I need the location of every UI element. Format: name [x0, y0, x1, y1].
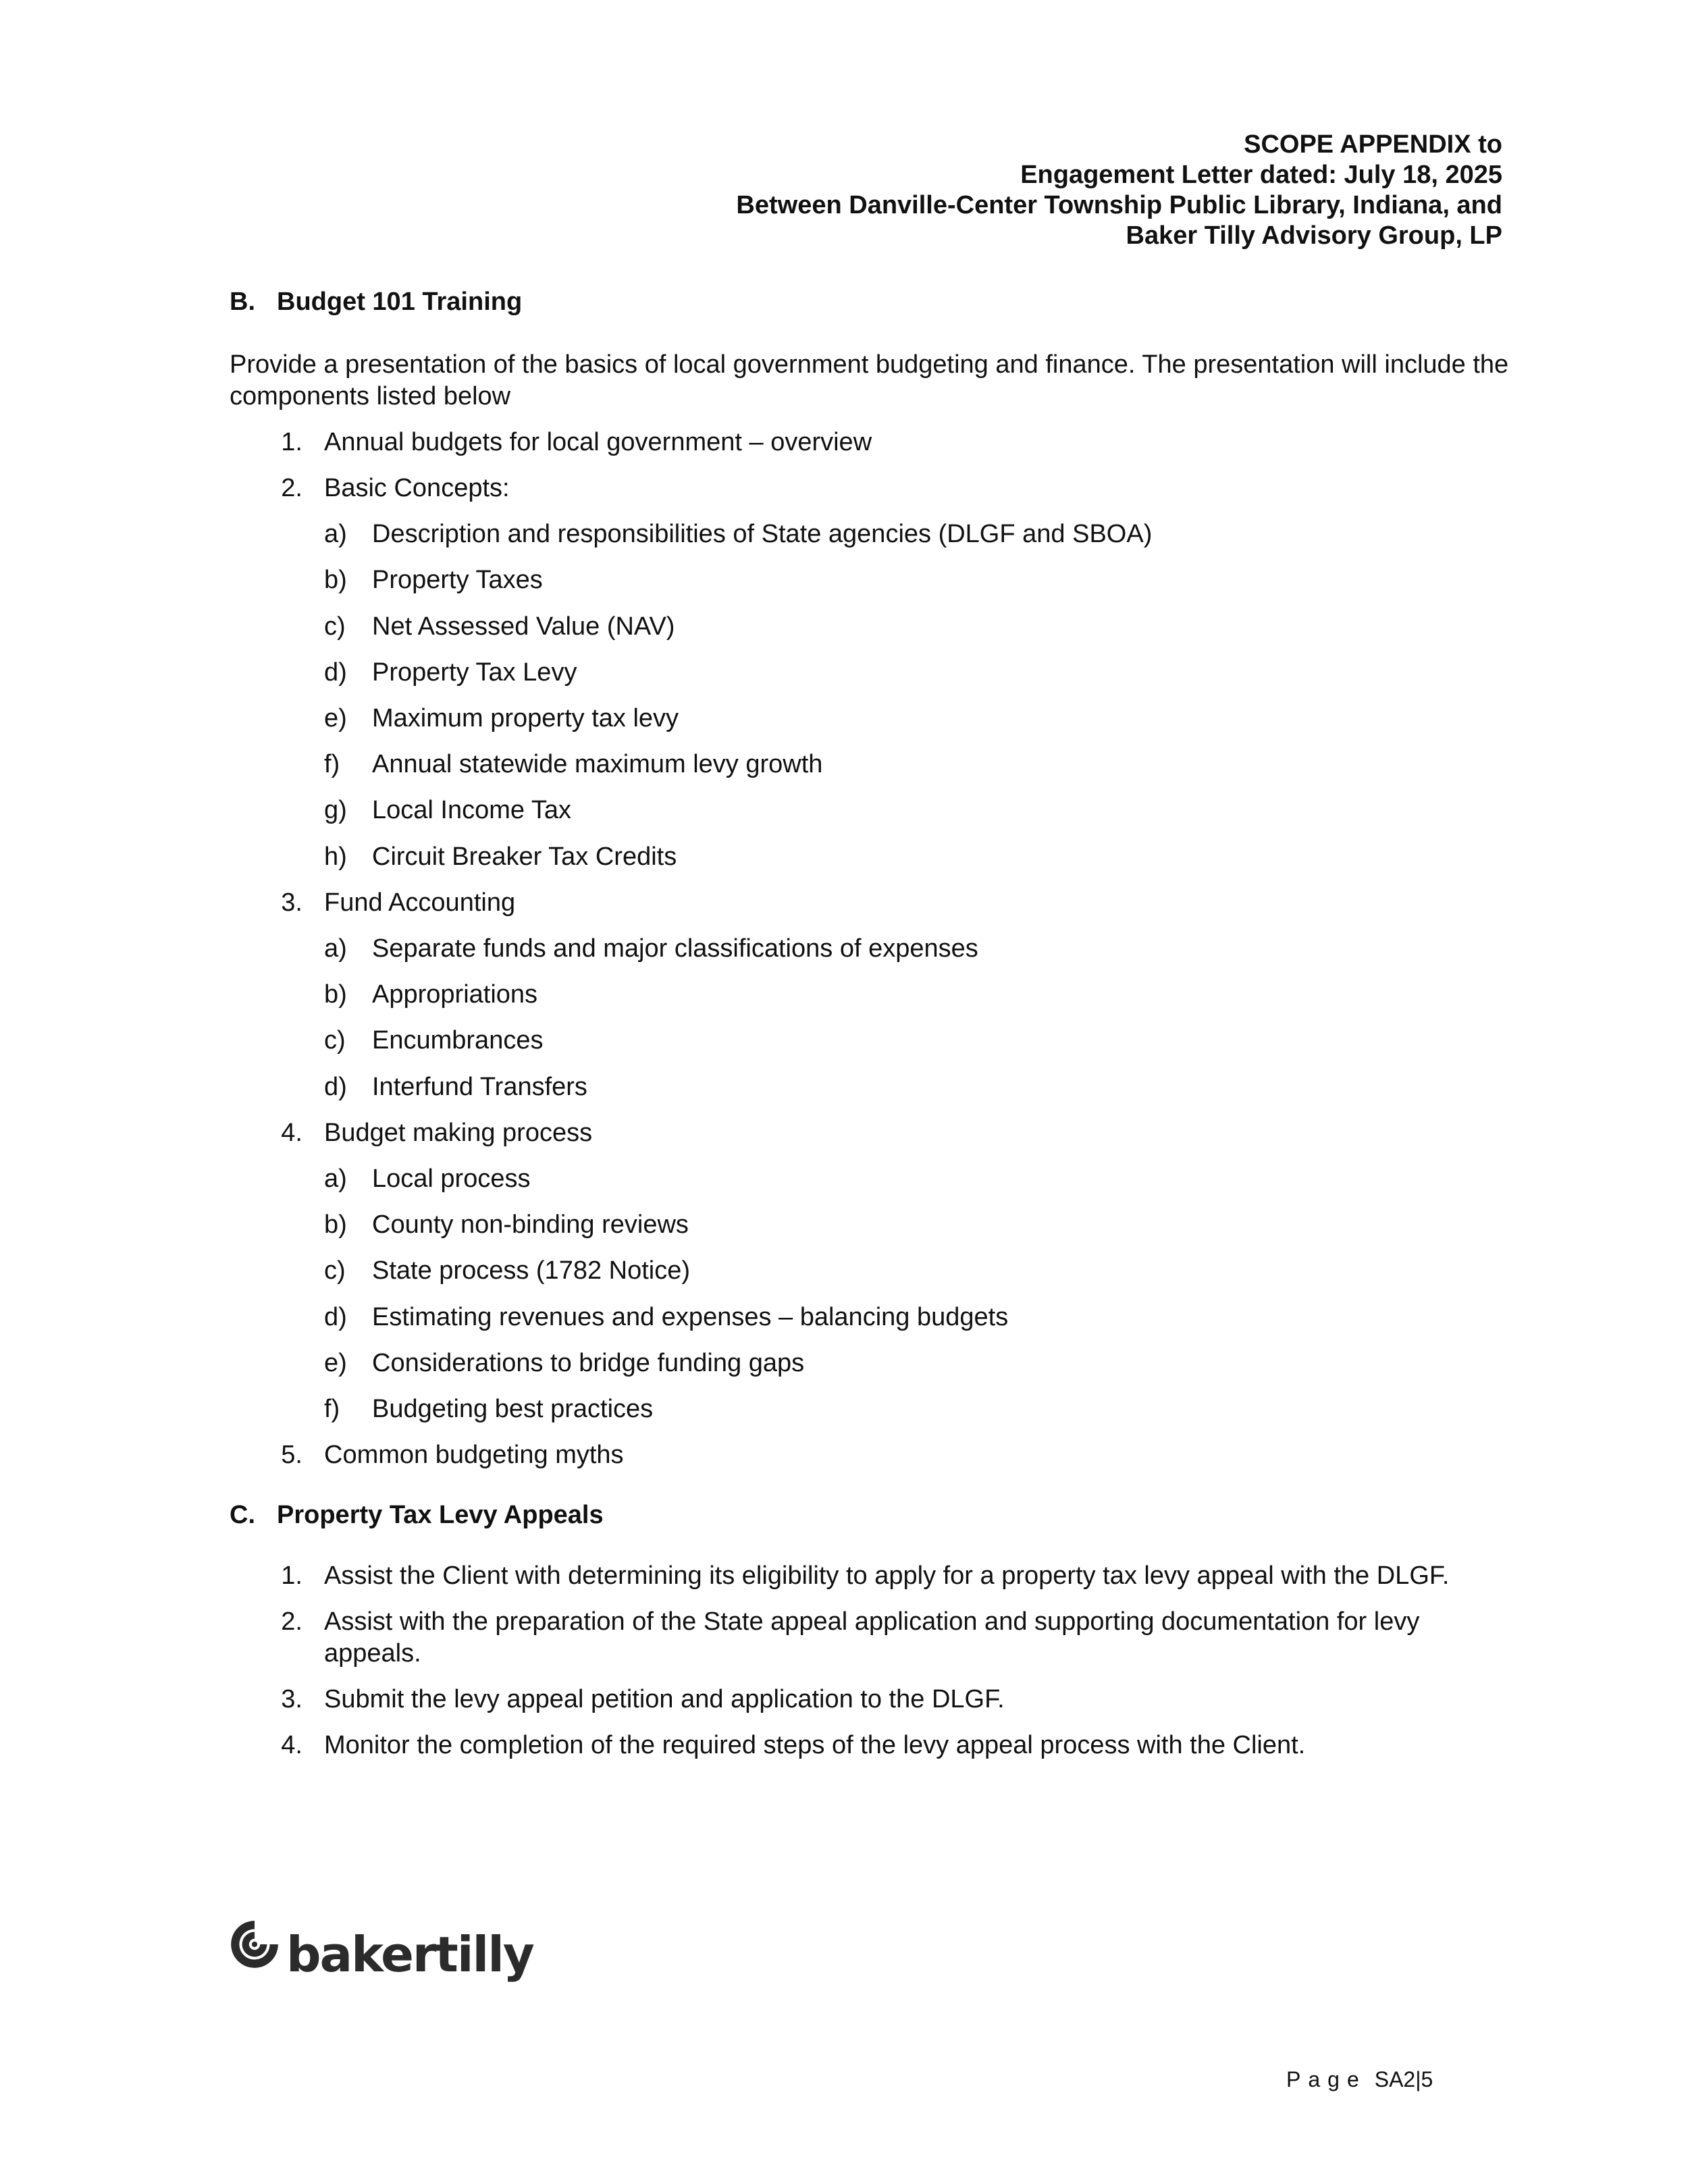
sub-item-text: State process (1782 Notice): [372, 1256, 691, 1285]
sub-item-letter: g): [324, 796, 347, 824]
list-item-text: Assist with the preparation of the State appeal application and supporting documentation for levy appeals.: [324, 1607, 1420, 1668]
sub-item-text: Maximum property tax levy: [372, 704, 679, 733]
sub-item-letter: c): [324, 612, 346, 641]
list-item-text: Annual budgets for local government – overview: [324, 428, 872, 456]
sub-item-text: Budgeting best practices: [372, 1395, 654, 1423]
list-item-number: 1.: [281, 428, 302, 456]
sub-item-letter: b): [324, 566, 347, 594]
list-item-text: Basic Concepts:: [324, 474, 510, 502]
sub-item-letter: b): [324, 980, 347, 1009]
sub-item-letter: e): [324, 704, 347, 733]
section-b-letter: B.: [230, 288, 255, 316]
section-b-heading: [230, 287, 522, 317]
page-number: [1286, 2066, 1433, 2093]
list-item-number: 4.: [281, 1119, 302, 1147]
page-value: SA2|5: [1374, 2067, 1433, 2092]
sub-item-text: Estimating revenues and expenses – balancing budgets: [372, 1303, 1009, 1331]
list-item-number: 1.: [281, 1562, 302, 1590]
list-item-text: Monitor the completion of the required steps of the levy appeal process with the Client.: [324, 1731, 1306, 1759]
sub-item-letter: h): [324, 843, 347, 871]
sub-item-letter: c): [324, 1256, 346, 1285]
sub-item-text: Separate funds and major classifications of expenses: [372, 934, 978, 963]
sub-item-text: Local process: [372, 1165, 531, 1193]
list-item-text: Assist the Client with determining its eligibility to apply for a property tax levy appeal with the DLGF.: [324, 1562, 1450, 1590]
sub-item-text: Local Income Tax: [372, 796, 572, 824]
logo-text: bakertilly: [286, 1926, 533, 1983]
sub-item-letter: c): [324, 1026, 346, 1055]
section-c-heading: [230, 1500, 604, 1530]
header-line-1: SCOPE APPENDIX to: [1244, 130, 1502, 159]
document-header: [736, 130, 1502, 251]
sub-item-text: County non-binding reviews: [372, 1210, 689, 1239]
list-item-number: 3.: [281, 888, 302, 917]
list-item-text: Budget making process: [324, 1119, 593, 1147]
sub-item-letter: a): [324, 934, 347, 963]
section-b-title: Budget 101 Training: [277, 288, 523, 316]
sub-item-letter: f): [324, 750, 340, 778]
list-item-number: 4.: [281, 1731, 302, 1759]
header-line-4: Baker Tilly Advisory Group, LP: [1126, 221, 1502, 250]
sub-item-letter: b): [324, 1210, 347, 1239]
sub-item-letter: d): [324, 1303, 347, 1331]
header-line-2: Engagement Letter dated: July 18, 2025: [1020, 161, 1502, 189]
sub-item-text: Description and responsibilities of State agencies (DLGF and SBOA): [372, 520, 1153, 548]
list-item-number: 3.: [281, 1685, 302, 1713]
sub-item-text: Interfund Transfers: [372, 1073, 587, 1101]
section-b-intro: Provide a presentation of the basics of local government budgeting and finance. The presentation will include the components listed below: [230, 350, 1509, 410]
sub-item-text: Annual statewide maximum levy growth: [372, 750, 823, 778]
list-item-number: 2.: [281, 1607, 302, 1636]
list-item-text: Submit the levy appeal petition and application to the DLGF.: [324, 1685, 1005, 1713]
list-item-number: 2.: [281, 474, 302, 502]
page-label: Page: [1286, 2067, 1367, 2092]
bakertilly-logo: [227, 1917, 533, 1992]
sub-item-letter: d): [324, 1073, 347, 1101]
header-line-3: Between Danville-Center Township Public Library, Indiana, and: [736, 191, 1502, 219]
list-item-text: Fund Accounting: [324, 888, 516, 917]
sub-item-text: Property Taxes: [372, 566, 543, 594]
sub-item-letter: f): [324, 1395, 340, 1423]
sub-item-letter: e): [324, 1349, 347, 1377]
sub-item-text: Considerations to bridge funding gaps: [372, 1349, 805, 1377]
sub-item-text: Appropriations: [372, 980, 538, 1009]
list-item-text: Common budgeting myths: [324, 1441, 624, 1469]
sub-item-letter: d): [324, 658, 347, 687]
sub-item-letter: a): [324, 1165, 347, 1193]
sub-item-text: Circuit Breaker Tax Credits: [372, 843, 677, 871]
sub-item-text: Net Assessed Value (NAV): [372, 612, 675, 641]
list-item-number: 5.: [281, 1441, 302, 1469]
section-c-letter: C.: [230, 1501, 255, 1529]
sub-item-text: Encumbrances: [372, 1026, 544, 1055]
sub-item-letter: a): [324, 520, 347, 548]
section-c-title: Property Tax Levy Appeals: [277, 1501, 604, 1529]
bakertilly-swirl-icon: [227, 1917, 282, 1972]
sub-item-text: Property Tax Levy: [372, 658, 577, 687]
